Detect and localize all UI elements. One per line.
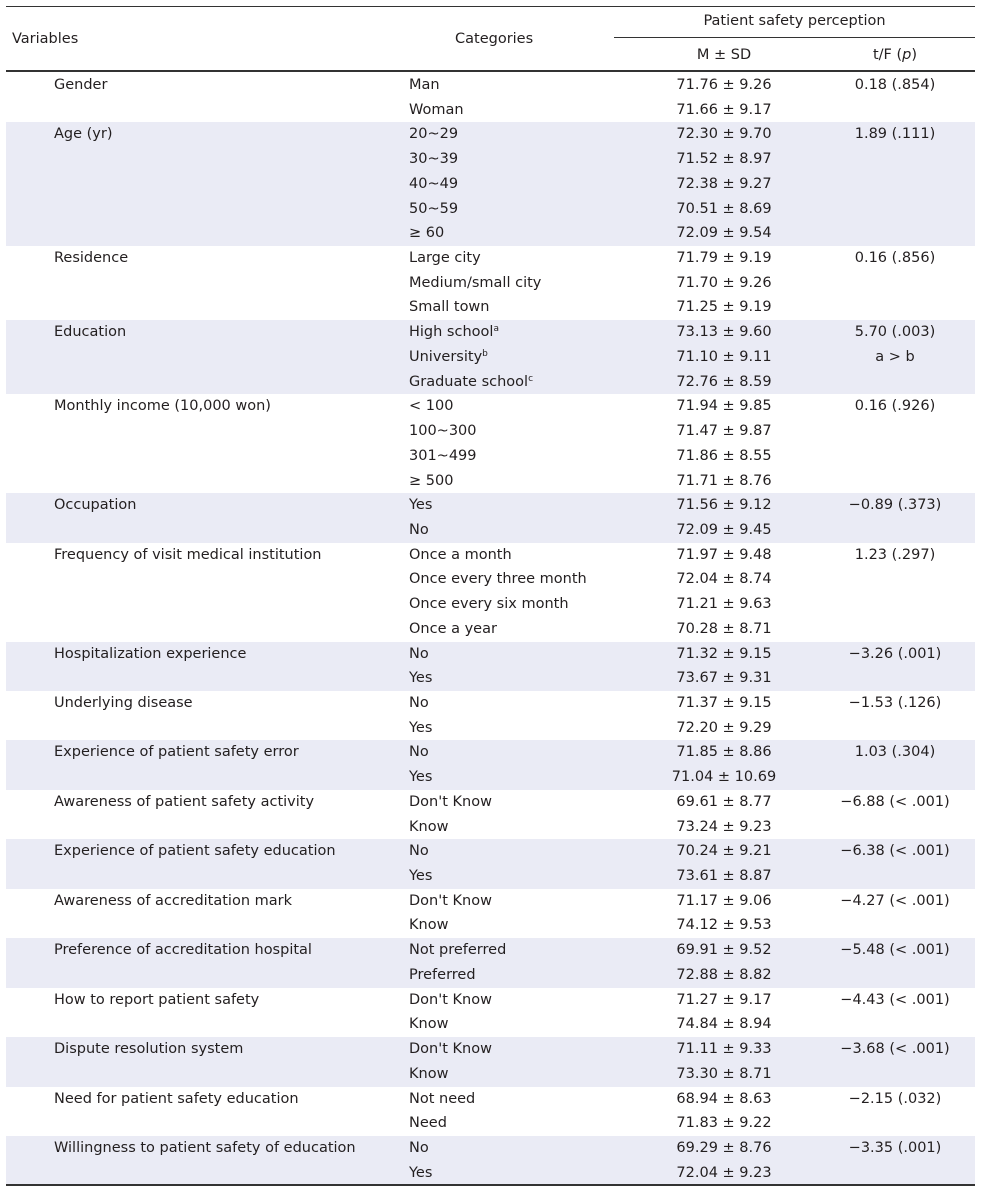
category-label: Yes [409,719,433,736]
variable-name: Need for patient safety education [54,1090,299,1107]
mean-sd-value: 71.25 ± 9.19 [676,299,772,316]
category-label: Once a year [409,620,497,637]
category-label: No [409,1139,429,1156]
variable-name: Awareness of patient safety activity [54,793,315,810]
variable-name: Preference of accreditation hospital [54,942,312,959]
category-label: < 100 [409,398,454,415]
category-label: 40~49 [409,175,459,192]
mean-sd-value: 70.51 ± 8.69 [676,200,772,217]
variable-name: Experience of patient safety error [54,744,299,761]
mean-sd-value: 71.94 ± 9.85 [676,398,772,415]
category-label: ≥ 500 [409,472,454,489]
category-label: Need [409,1115,447,1132]
mean-sd-value: 71.10 ± 9.11 [676,348,772,365]
mean-sd-value: 72.76 ± 8.59 [676,373,772,390]
mean-sd-value: 72.09 ± 9.54 [676,225,772,242]
test-statistic-value: −1.53 (.126) [848,695,942,711]
mean-sd-value: 72.04 ± 9.23 [676,1164,772,1181]
category-label: Know [409,1065,449,1082]
category-label: No [409,843,429,860]
mean-sd-value: 72.04 ± 8.74 [676,571,772,588]
test-statistic-value: −6.38 (< .001) [840,843,950,860]
mean-sd-value: 71.70 ± 9.26 [676,274,772,291]
mean-sd-value: 74.84 ± 8.94 [676,1016,772,1033]
mean-sd-value: 71.47 ± 9.87 [676,423,772,440]
mean-sd-value: 71.52 ± 8.97 [676,151,772,168]
mean-sd-value: 74.12 ± 9.53 [676,917,772,934]
category-label: Once every six month [409,596,569,613]
category-label: 50~59 [409,200,459,217]
mean-sd-value: 73.24 ± 9.23 [676,818,772,835]
category-label: No [409,695,429,711]
category-label: Preferred [409,966,476,983]
header-categories: Categories [455,31,534,47]
mean-sd-value: 71.71 ± 8.76 [676,472,772,489]
category-label: No [409,744,429,761]
test-statistic-value: −3.68 (< .001) [840,1041,950,1058]
group-header-rule [614,37,975,38]
mean-sd-value: 71.66 ± 9.17 [676,101,772,118]
group-superscript: c [528,373,534,384]
category-label: 100~300 [409,423,477,440]
variable-name: Willingness to patient safety of education [54,1139,356,1156]
mean-sd-value: 71.37 ± 9.15 [676,695,772,711]
mean-sd-value: 73.30 ± 8.71 [676,1065,772,1082]
category-label: Medium/small city [409,274,542,291]
mean-sd-value: 71.27 ± 9.17 [676,991,772,1008]
category-label: Once a month [409,546,512,563]
category-label: 301~499 [409,447,477,464]
header-patient-safety-perception: Patient safety perception [703,13,886,29]
variable-name: Underlying disease [54,695,193,711]
category-label: Don't Know [409,892,492,909]
variable-name: Dispute resolution system [54,1041,244,1058]
mean-sd-value: 71.86 ± 8.55 [676,447,772,464]
test-statistic-value: 5.70 (.003) [854,324,936,341]
test-statistic-value: −0.89 (.373) [848,497,942,514]
bottom-rule [6,1184,975,1186]
category-label: Large city [409,250,481,267]
mean-sd-value: 72.30 ± 9.70 [676,126,772,143]
category-label: Don't Know [409,1041,492,1058]
mean-sd-value: 71.56 ± 9.12 [676,497,772,514]
category-label: Yes [409,868,433,885]
variable-name: Frequency of visit medical institution [54,546,322,563]
category-label: No [409,645,429,662]
category-label: Not preferred [409,942,507,959]
mean-sd-value: 73.13 ± 9.60 [676,324,772,341]
variable-name: How to report patient safety [54,991,260,1008]
variable-name: Residence [54,250,129,267]
header-t-f-p: t/F (p) [872,47,918,63]
group-superscript: a [493,324,499,335]
category-label: No [409,521,429,538]
category-label: Graduate school$^c$ [409,373,534,390]
variable-name: Education [54,324,127,341]
category-label: Don't Know [409,793,492,810]
category-label: High school$^a$ [409,324,499,341]
variable-name: Awareness of accreditation mark [54,892,293,909]
mean-sd-value: 69.91 ± 9.52 [676,942,772,959]
mean-sd-value: 71.85 ± 8.86 [676,744,772,761]
mean-sd-value: 72.09 ± 9.45 [676,521,772,538]
variable-name: Monthly income (10,000 won) [54,398,271,415]
statistics-table [6,6,975,1186]
category-label: ≥ 60 [409,225,445,242]
top-rule [6,6,975,7]
category-label: Once every three month [409,571,587,588]
category-label: Yes [409,769,433,786]
mean-sd-value: 70.24 ± 9.21 [676,843,772,860]
p-symbol: p [902,47,912,63]
test-statistic-value: 0.16 (.926) [854,398,936,415]
mean-sd-value: 71.21 ± 9.63 [676,596,772,613]
category-label: 30~39 [409,151,459,168]
mean-sd-value: 71.17 ± 9.06 [676,892,772,909]
test-statistic-value: 1.89 (.111) [854,126,936,143]
category-label: 20~29 [409,126,459,143]
test-statistic-value: 0.18 (.854) [854,77,936,93]
test-statistic-value: 0.16 (.856) [854,250,936,267]
mean-sd-value: 71.32 ± 9.15 [676,645,772,662]
header-variables: Variables [12,31,79,47]
variable-name: Experience of patient safety education [54,843,336,860]
test-statistic-value: −3.35 (.001) [848,1139,942,1156]
mean-sd-value: 71.76 ± 9.26 [676,77,772,93]
test-statistic-value: 1.03 (.304) [854,744,936,761]
test-statistic-value: −3.26 (.001) [848,645,942,662]
mean-sd-value: 68.94 ± 8.63 [676,1090,772,1107]
header-bottom-rule [6,70,975,72]
variable-name: Gender [54,77,108,93]
mean-sd-value: 71.79 ± 9.19 [676,250,772,267]
category-label: Yes [409,497,433,514]
mean-sd-value: 72.88 ± 8.82 [676,966,772,983]
test-statistic-value: a > b [875,348,915,365]
category-label: Yes [409,1164,433,1181]
category-label: Woman [409,101,464,118]
category-label: Not need [409,1090,476,1107]
category-label: Small town [409,299,490,316]
mean-sd-value: 71.97 ± 9.48 [676,546,772,563]
mean-sd-value: 71.04 ± 10.69 [671,769,777,786]
test-statistic-value: −5.48 (< .001) [840,942,950,959]
category-label: Know [409,917,449,934]
category-label: Yes [409,670,433,687]
mean-sd-value: 70.28 ± 8.71 [676,620,772,637]
category-label: Know [409,818,449,835]
category-label: Know [409,1016,449,1033]
test-statistic-value: −2.15 (.032) [848,1090,942,1107]
category-label: University$^b$ [409,348,488,365]
category-label: Don't Know [409,991,492,1008]
variable-name: Occupation [54,497,137,514]
test-statistic-value: 1.23 (.297) [854,546,936,563]
variable-name: Age (yr) [54,126,113,143]
mean-sd-value: 72.38 ± 9.27 [676,175,772,192]
mean-sd-value: 73.61 ± 8.87 [676,868,772,885]
mean-sd-value: 71.11 ± 9.33 [676,1041,772,1058]
group-superscript: b [482,348,488,359]
category-label: Man [409,77,440,93]
header-m-sd: M ± SD [696,47,752,63]
test-statistic-value: −4.27 (< .001) [840,892,950,909]
mean-sd-value: 69.29 ± 8.76 [676,1139,772,1156]
mean-sd-value: 71.83 ± 9.22 [676,1115,772,1132]
test-statistic-value: −6.88 (< .001) [840,793,950,810]
mean-sd-value: 69.61 ± 8.77 [676,793,772,810]
variable-name: Hospitalization experience [54,645,247,662]
mean-sd-value: 73.67 ± 9.31 [676,670,772,687]
test-statistic-value: −4.43 (< .001) [840,991,950,1008]
mean-sd-value: 72.20 ± 9.29 [676,719,772,736]
